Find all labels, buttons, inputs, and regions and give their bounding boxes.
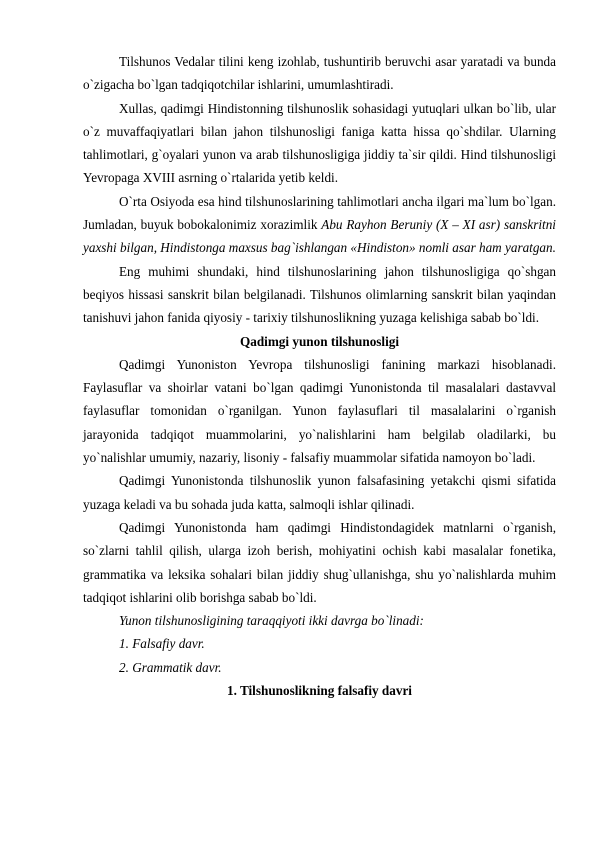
section-heading-falsafiy-davr: 1. Tilshunoslikning falsafiy davri (227, 683, 412, 699)
document-page (83, 50, 556, 702)
paragraph-hindiston-yutuqlari: Xullas, qadimgi Hindistonning tilshunoslik sohasidagi yutuqlari ulkan bo`lib, ular o`z muvaffaqiyatlari bilan jahon tilshunosligi faniga katta hissa qo`shdilar. Ularning tahlimotlari, g`oyalari yunon va arab tilshunosligiga jiddiy ta`sir qildi. Hind tilshunosligi Yevropaga XVIII asrning o`rtalarida yetib keldi. (83, 100, 556, 186)
paragraph-sanskrit: Eng muhimi shundaki, hind tilshunoslarining jahon tilshunosligiga qo`shgan beqiyos hissasi sanskrit bilan belgilanadi. Tilshunos olimlarning sanskrit bilan yaqindan tanishuvi jahon fanida qiyosiy - tarixiy tilshunoslikning yuzaga kelishiga sabab bo`ldi. (83, 263, 556, 326)
paragraph-beruniy-italic: Abu Rayhon Beruniy (X – XI asr) sanskritni yaxshi bilgan, Hindistonga maxsus bag`ishlangan «Hindiston» nomli asar ham yaratgan. (83, 217, 556, 256)
list-item-grammatik: 2. Grammatik davr. (119, 659, 222, 675)
paragraph-yunon-falsafa: Qadimgi Yunonistonda tilshunoslik yunon falsafasining yetakchi qismi sifatida yuzaga keladi va bu sohada juda katta, salmoqli ishlar qilinadi. (83, 473, 556, 512)
paragraph-vedalar: Tilshunos Vedalar tilini keng izohlab, tushuntirib beruvchi asar yaratadi va bunda o`zigacha bo`lgan tadqiqotchilar ishlarini, umumlashtiradi. (83, 54, 556, 93)
paragraph-matnlarni-organish: Qadimgi Yunonistonda ham qadimgi Hindistondagidek matnlarni o`rganish, so`zlarni tahlil qilish, ularga izoh berish, mohiyatini ochish kabi masalalar fonetika, grammatika va leksika sohalari bilan jiddiy shug`ullanishga, shu yo`nalishlarda muhim tadqiqot ishlarini olib borishga sabab bo`ldi. (83, 519, 556, 605)
list-item-falsafiy: 1. Falsafiy davr. (119, 636, 205, 652)
paragraph-ikki-davr: Yunon tilshunosligining taraqqiyoti ikki davrga bo`linadi: (119, 613, 424, 629)
paragraph-orta-osiyo-text: O`rta Osiyoda esa hind tilshunoslarining tahlimotlari ancha ilgari ma`lum bo`lgan. Jumladan, buyuk bobokalonimiz xorazimlik (83, 193, 556, 233)
section-heading-yunon: Qadimgi yunon tilshunosligi (239, 333, 400, 349)
paragraph-orta-osiyo (83, 190, 556, 260)
paragraph-yunoniston-markaz: Qadimgi Yunoniston Yevropa tilshunosligi fanining markazi hisoblanadi. Faylasuflar va shoirlar vatani bo`lgan qadimgi Yunonistonda til masalalari dastavval faylasuflar tomonidan o`rganilgan. Yunon faylasuflari til masalalarini o`rganish jarayonida tadqiqot muammolarini, yo`nalishlarini ham belgilab oladilarki, bu yo`nalishlar umumiy, nazariy, lisoniy - falsafiy muammolar sifatida namoyon bo`ladi. (83, 356, 556, 466)
